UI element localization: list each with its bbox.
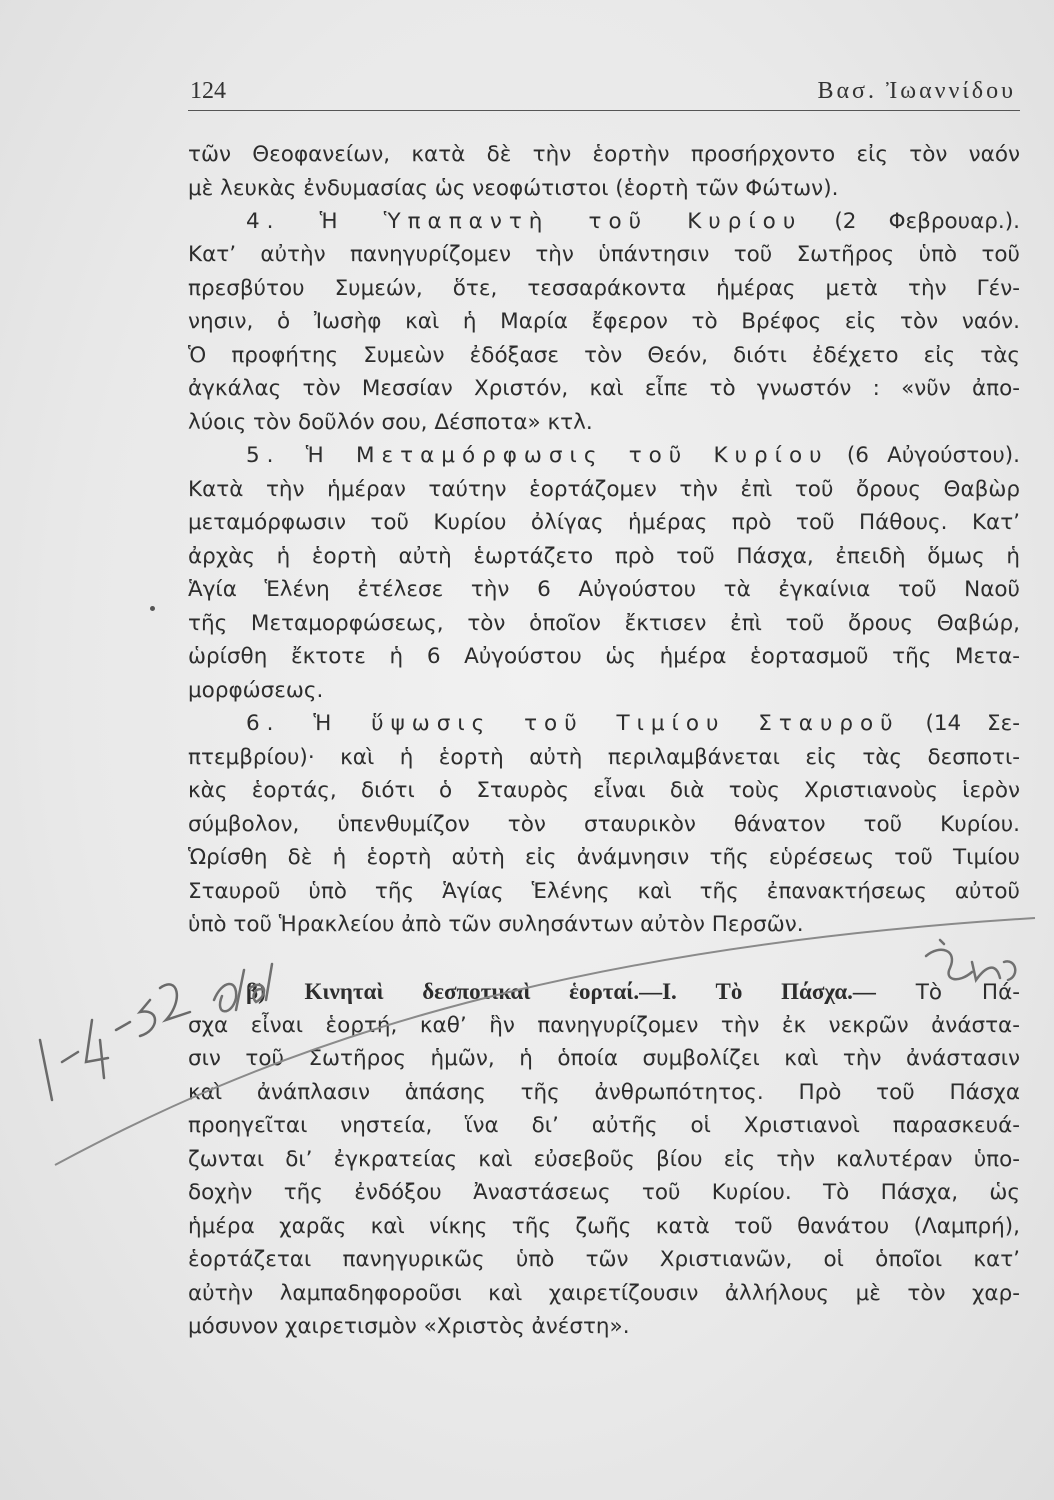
text-line: σιν τοῦ Σωτῆρος ἡμῶν, ἡ ὁποία συμβολίζει καὶ τὴν ἀνάστασιν bbox=[188, 1046, 1020, 1071]
text-line: σύμβολον, ὑπενθυμίζον τὸν σταυρικὸν θάνατον τοῦ Κυρίου. bbox=[188, 812, 1020, 837]
text-line: Ἁγία Ἑλένη ἐτέλεσε τὴν 6 Αὐγούστου τὰ ἐγκαίνια τοῦ Ναοῦ bbox=[188, 577, 1020, 602]
text-line: μόσυνον χαιρετισμὸν «Χριστὸς ἀνέστη». bbox=[188, 1314, 630, 1339]
text-line: μεταμόρφωσιν τοῦ Κυρίου ὀλίγας ἡμέρας πρὸ τοῦ Πάθους. Κατ’ bbox=[188, 510, 1020, 535]
section-date: (2 Φεβρουαρ.). bbox=[834, 209, 1020, 234]
scan-speck bbox=[150, 606, 155, 611]
page-number: 124 bbox=[190, 78, 226, 104]
text-line: πτεμβρίου)· καὶ ἡ ἑορτὴ αὐτὴ περιλαμβάνεται εἰς τὰς δεσποτι- bbox=[188, 745, 1020, 770]
section-heading-5 bbox=[246, 441, 1020, 471]
text-line: νησιν, ὁ Ἰωσὴφ καὶ ἡ Μαρία ἔφερον τὸ Βρέφος εἰς τὸν ναόν. bbox=[188, 309, 1020, 334]
text-line: δοχὴν τῆς ἐνδόξου Ἀναστάσεως τοῦ Κυρίου. Τὸ Πάσχα, ὡς bbox=[188, 1180, 1020, 1205]
text-line: μὲ λευκὰς ἐνδυμασίας ὡς νεοφώτιστοι (ἑορτὴ τῶν Φώτων). bbox=[188, 176, 839, 201]
subsection-heading bbox=[246, 977, 1020, 1007]
section-date: (6 Αὐγούστου). bbox=[846, 443, 1020, 468]
text-line: Σταυροῦ ὑπὸ τῆς Ἁγίας Ἑλένης καὶ τῆς ἐπανακτήσεως αὐτοῦ bbox=[188, 879, 1020, 904]
text-line: καὶ ἀνάπλασιν ἁπάσης τῆς ἀνθρωπότητος. Πρὸ τοῦ Πάσχα bbox=[188, 1080, 1020, 1105]
text-line: ζωνται δι’ ἐγκρατείας καὶ εὐσεβοῦς βίου εἰς τὴν καλυτέραν ὑπο- bbox=[188, 1147, 1020, 1172]
text-line: λύοις τὸν δοῦλόν σου, Δέσποτα» κτλ. bbox=[188, 410, 593, 435]
text-line: κὰς ἑορτάς, διότι ὁ Σταυρὸς εἶναι διὰ τοὺς Χριστιανοὺς ἱερὸν bbox=[188, 778, 1020, 803]
text-line: ἡμέρα χαρᾶς καὶ νίκης τῆς ζωῆς κατὰ τοῦ θανάτου (Λαμπρή), bbox=[188, 1214, 1020, 1239]
text-line: τῆς Μεταμορφώσεως, τὸν ὁποῖον ἔκτισεν ἐπὶ τοῦ ὄρους Θαβώρ, bbox=[188, 611, 1020, 636]
text-line: Ὡρίσθη δὲ ἡ ἑορτὴ αὐτὴ εἰς ἀνάμνησιν τῆς εὑρέσεως τοῦ Τιμίου bbox=[188, 845, 1020, 870]
section-title: 5. Ἡ Μεταμόρφωσις τοῦ Κυρίου bbox=[246, 443, 829, 468]
text-line: τῶν Θεοφανείων, κατὰ δὲ τὴν ἑορτὴν προσήρχοντο εἰς τὸν ναόν bbox=[188, 142, 1020, 167]
text-line: Κατ’ αὐτὴν πανηγυρίζομεν τὴν ὑπάντησιν τοῦ Σωτῆρος ὑπὸ τοῦ bbox=[188, 242, 1020, 267]
text-line: ἀρχὰς ἡ ἑορτὴ αὐτὴ ἑωρτάζετο πρὸ τοῦ Πάσχα, ἐπειδὴ ὅμως ἡ bbox=[188, 544, 1020, 569]
running-head: Βασ. Ἰωαννίδου bbox=[817, 78, 1016, 104]
text-line: προηγεῖται νηστεία, ἵνα δι’ αὐτῆς οἱ Χριστιανοὶ παρασκευά- bbox=[188, 1113, 1020, 1138]
text-line: πρεσβύτου Συμεών, ὅτε, τεσσαράκοντα ἡμέρας μετὰ τὴν Γέν- bbox=[188, 276, 1020, 301]
text-line: Κατὰ τὴν ἡμέραν ταύτην ἑορτάζομεν τὴν ἐπὶ τοῦ ὄρους Θαβὼρ bbox=[188, 477, 1020, 502]
text-line: μορφώσεως. bbox=[188, 678, 324, 703]
text-line: ὡρίσθη ἔκτοτε ἡ 6 Αὐγούστου ὡς ἡμέρα ἑορτασμοῦ τῆς Μετα- bbox=[188, 644, 1020, 669]
text-fragment: Τὸ Πά- bbox=[915, 980, 1021, 1005]
section-title: 6. Ἡ ὕψωσις τοῦ Τιμίου Σταυροῦ bbox=[246, 711, 900, 736]
section-heading-6 bbox=[246, 709, 1020, 739]
text-line: ἑορτάζεται πανηγυρικῶς ὑπὸ τῶν Χριστιανῶν, οἱ ὁποῖοι κατ’ bbox=[188, 1247, 1020, 1272]
text-line: σχα εἶναι ἑορτή, καθ’ ἣν πανηγυρίζομεν τὴν ἐκ νεκρῶν ἀνάστα- bbox=[188, 1013, 1020, 1038]
text-line: Ὁ προφήτης Συμεὼν ἐδόξασε τὸν Θεόν, διότι ἐδέχετο εἰς τὰς bbox=[188, 343, 1020, 368]
subsection-title: β) Κινηταὶ δεσποτικαὶ ἑορταί.—I. Τὸ Πάσχα.— bbox=[246, 979, 876, 1004]
page-header bbox=[188, 72, 1020, 111]
text-line: ἀγκάλας τὸν Μεσσίαν Χριστόν, καὶ εἶπε τὸ γνωστόν : «νῦν ἀπο- bbox=[188, 376, 1020, 401]
section-title: 4. Ἡ Ὑπαπαντὴ τοῦ Κυρίου bbox=[246, 209, 803, 234]
section-date: (14 Σε- bbox=[925, 711, 1021, 736]
section-heading-4 bbox=[246, 207, 1020, 237]
text-line: ὑπὸ τοῦ Ἡρακλείου ἀπὸ τῶν συλησάντων αὐτὸν Περσῶν. bbox=[188, 912, 804, 937]
text-line: αὐτὴν λαμπαδηφοροῦσι καὶ χαιρετίζουσιν ἀλλήλους μὲ τὸν χαρ- bbox=[188, 1281, 1020, 1306]
